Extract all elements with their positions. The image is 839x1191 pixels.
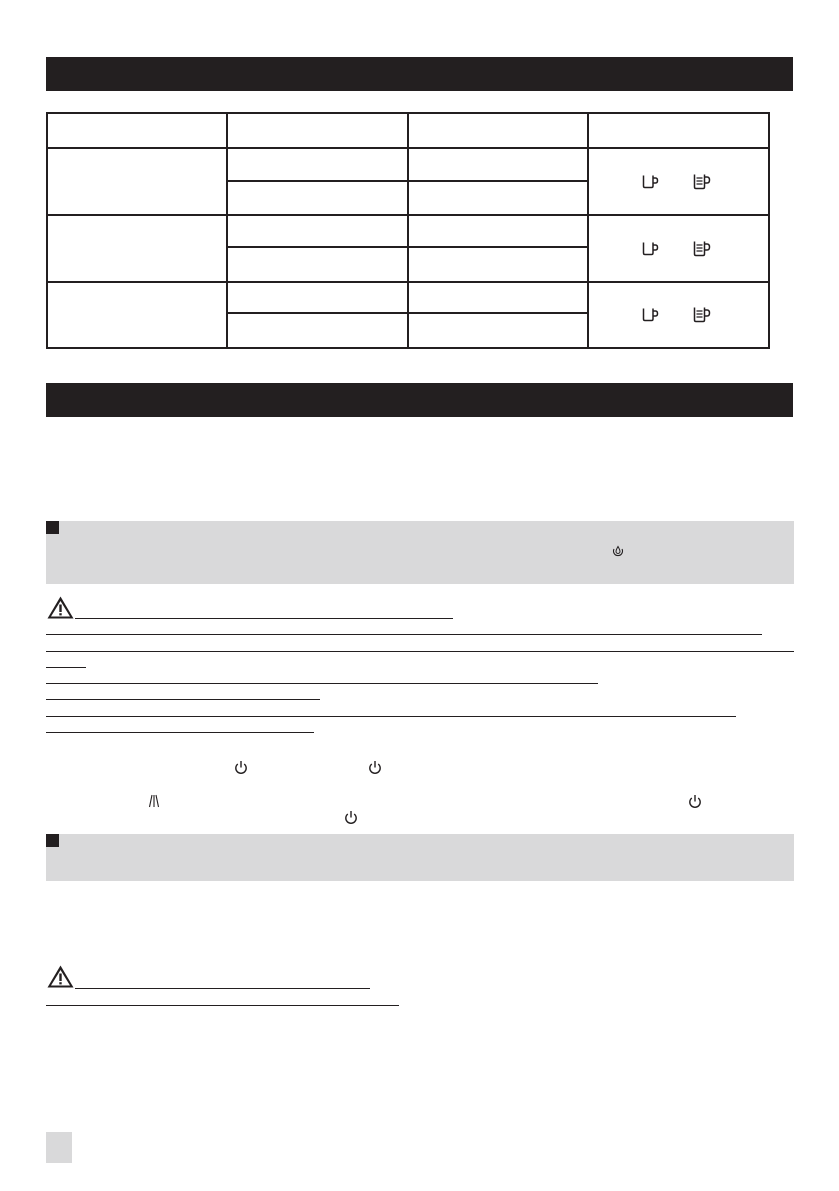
power-icon xyxy=(344,810,358,825)
tall-cup-icon xyxy=(693,240,711,257)
section-header-bar xyxy=(46,57,793,91)
text-line xyxy=(46,651,794,652)
cup-icon xyxy=(642,174,659,189)
settings-table xyxy=(46,112,770,349)
power-icon xyxy=(688,794,702,809)
text-line xyxy=(46,683,598,684)
page-number-box xyxy=(46,1132,72,1163)
text-line xyxy=(46,667,86,668)
text-line xyxy=(46,1005,399,1006)
cup-icon xyxy=(642,241,659,256)
warning-triangle-icon xyxy=(46,964,75,989)
text-line xyxy=(46,634,762,635)
note-box xyxy=(46,521,794,584)
power-icon xyxy=(234,760,248,775)
tall-cup-icon xyxy=(693,173,711,190)
cup-size-icons xyxy=(642,240,711,257)
table-subrow-divider xyxy=(227,180,589,182)
note-marker xyxy=(46,521,59,534)
table-subrow-divider xyxy=(227,246,589,248)
cup-size-icons xyxy=(642,173,711,190)
note-marker xyxy=(46,834,59,847)
steam-wand-icon xyxy=(148,794,160,808)
cup-icon xyxy=(642,307,659,322)
power-icon xyxy=(368,760,382,775)
warning-triangle-icon xyxy=(46,595,75,620)
cleaning-drop-icon xyxy=(612,544,624,558)
section-header-bar xyxy=(46,383,793,417)
tall-cup-icon xyxy=(693,306,711,323)
text-line xyxy=(46,732,314,733)
table-row-divider xyxy=(46,281,770,283)
cup-size-icons xyxy=(642,306,711,323)
table-row-divider xyxy=(46,214,770,216)
note-box xyxy=(46,834,794,881)
text-line xyxy=(75,618,453,619)
text-line xyxy=(46,699,320,700)
text-line xyxy=(46,716,736,717)
table-header-divider xyxy=(46,147,770,149)
table-subrow-divider xyxy=(227,312,589,314)
text-line xyxy=(75,988,370,989)
